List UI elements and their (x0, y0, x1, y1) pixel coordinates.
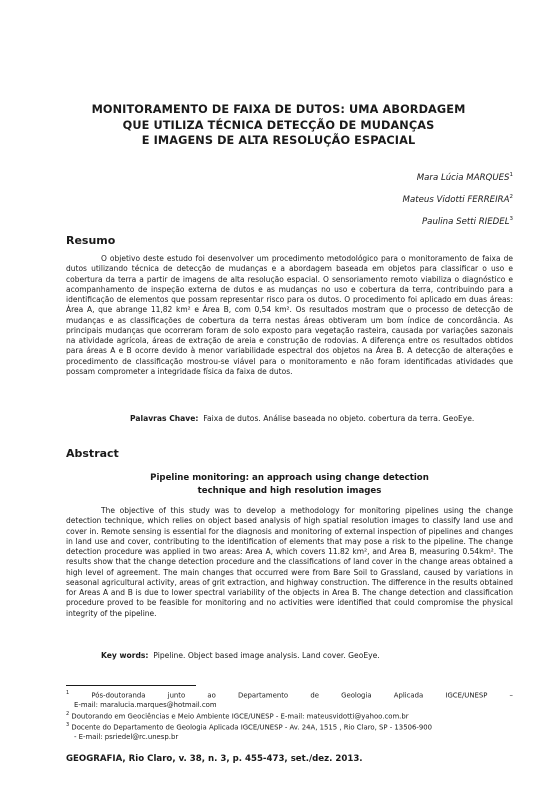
abstract-keywords-label: Key words: (101, 651, 149, 660)
title-line-3: E IMAGENS DE ALTA RESOLUÇÃO ESPACIAL (141, 134, 416, 147)
author-note-mark: 3 (509, 215, 513, 222)
footnote-1-line-1: Pós-doutoranda junto ao Departamento de Geologia Aplicada IGCE/UNESP – (91, 691, 513, 700)
author-3 (403, 210, 513, 232)
title-line-1: MONITORAMENTO DE FAIXA DE DUTOS: UMA ABORDAGEM (91, 103, 466, 116)
abstract-title-line-1: Pipeline monitoring: an approach using change detection (150, 473, 429, 483)
abstract-text: The objective of this study was to develop a methodology for monitoring pipelines using the change detection technique, which relies on object based analysis of high spatial resolution images to classify land use and cover in. Remote sensing is essential for the diagnosis and monitoring of external inspection of pipelines and changes in land use and cover, contributing to the identification of elements that may pose a risk to the pipeline. The change detection procedure was applied in two areas: Area A, which covers 11.82 km², and Area B, measuring 0.54km². The results show that the change detection procedure and the classifications of land cover in the change areas obtained a high level of agreement. The main changes that occurred were from Bare Soil to Grassland, caused by variations in seasonal agricultural activity, areas of grit extraction, and highway construction. The difference in the results obtained for Areas A and B is due to lower spectral variability of the objects in Area B. The change detection and classification procedure proved to be feasible for monitoring and no activities were identified that could compromise the physical integrity of the pipeline. (66, 506, 513, 618)
abstract-heading: Abstract (66, 447, 119, 460)
abstract-keywords (101, 651, 380, 660)
author-list (403, 166, 513, 232)
author-name: Mara Lúcia MARQUES (416, 172, 510, 183)
resumo-heading: Resumo (66, 234, 116, 247)
author-name: Paulina Setti RIEDEL (422, 216, 510, 227)
footnote-3-line-2: - E-mail: psriedel@rc.unesp.br (74, 732, 179, 741)
author-note-mark: 2 (509, 193, 513, 200)
resumo-text: O objetivo deste estudo foi desenvolver um procedimento metodológico para o monitoramento de faixa de dutos utilizando técnica de detecção de mudanças e a abordagem baseada em objetos para classificar o uso e cobertura da terra a partir de imagens de alta resolução espacial. O sensoriamento remoto viabiliza o diagnóstico e acompanhamento de inspeção externa de dutos e as mudanças no uso e cobertura da terra, contribuindo para a identificação de elementos que possam representar risco para os dutos. O procedimento foi aplicado em duas áreas: Área A, que abrange 11,82 km² e Área B, com 0,54 km². Os resultados mostram que o processo de detecção de mudanças e as classificações de cobertura da terra nestas áreas obtiveram um bom índice de concordância. As principais mudanças que ocorreram foram de solo exposto para vegetação rasteira, causada por variações sazonais na atividade agrícola, áreas de extração de areia e construção de rodovias. A diferença entre os resultados obtidos para áreas A e B ocorre devido à menor variabilidade espectral dos objetos na Área B. A detecção de alterações e procedimento de classificação mostrou-se viável para o monitoramento e não foram identificadas atividades que possam comprometer a integridade física da faixa de dutos. (66, 254, 513, 376)
footnote-mark: 2 (66, 711, 70, 717)
author-1 (403, 166, 513, 188)
footnote-3-line-1: Docente do Departamento de Geologia Aplicada IGCE/UNESP - Av. 24A, 1515 , Rio Claro, SP - 13506-900 (71, 723, 432, 732)
abstract-title (66, 472, 513, 497)
footnote-divider (66, 685, 196, 686)
resumo-keywords-text: Faixa de dutos. Análise baseada no objeto. cobertura da terra. GeoEye. (203, 414, 475, 423)
abstract-keywords-text: Pipeline. Object based image analysis. Land cover. GeoEye. (153, 651, 380, 660)
footnote-mark: 3 (66, 722, 70, 728)
footnote-1 (66, 689, 513, 710)
author-2 (403, 188, 513, 210)
resumo-keywords-label: Palavras Chave (130, 414, 196, 423)
footnote-3 (66, 721, 513, 742)
footnote-2-line-1: Doutorando em Geociências e Meio Ambiente IGCE/UNESP - E-mail: mateusvidotti@yahoo.com.br (71, 712, 409, 721)
footnote-1-line-2: E-mail: maralucia.marques@hotmail.com (74, 700, 217, 709)
author-note-mark: 1 (509, 172, 513, 178)
paper-title (40, 102, 517, 149)
abstract-title-line-2: technique and high resolution images (197, 485, 382, 496)
footnote-mark: 1 (66, 690, 70, 696)
title-line-2: QUE UTILIZA TÉCNICA DETECÇÃO DE MUDANÇAS (122, 118, 435, 132)
author-name: Mateus Vidotti FERREIRA (402, 194, 510, 205)
journal-reference: GEOGRAFIA, Rio Claro, v. 38, n. 3, p. 455-473, set./dez. 2013. (66, 754, 363, 764)
resumo-keywords: Palavras Chave: Faixa de dutos. Análise baseada no objeto. cobertura da terra. GeoEye. (130, 414, 475, 423)
